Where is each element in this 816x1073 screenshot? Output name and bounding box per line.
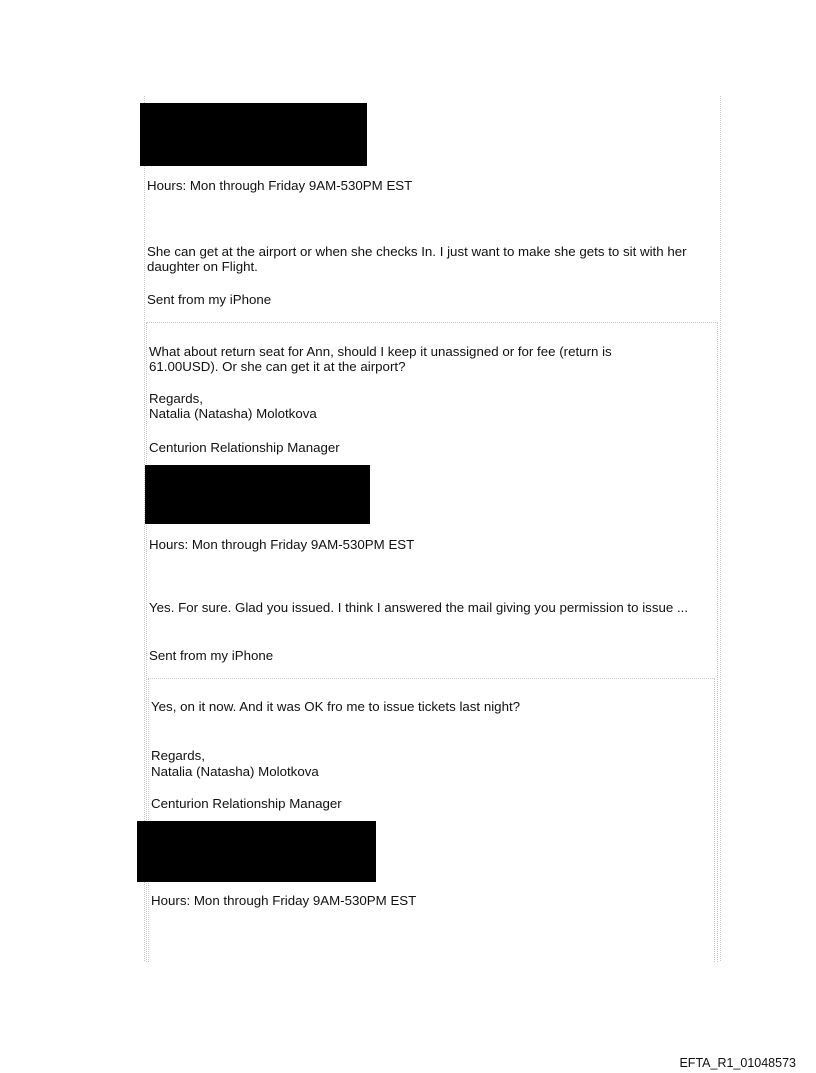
redaction-block-2 bbox=[145, 465, 370, 524]
quoted-message-box-2 bbox=[148, 678, 715, 962]
sent-from-2: Sent from my iPhone bbox=[149, 648, 274, 663]
quoted-2-hours: Hours: Mon through Friday 9AM-530PM EST bbox=[151, 893, 417, 908]
redaction-block-1 bbox=[140, 103, 367, 166]
message-2-body: Yes. For sure. Glad you issued. I think I answered the mail giving you permission to issue ... bbox=[149, 600, 689, 615]
redaction-block-3 bbox=[137, 821, 376, 882]
quoted-1-sender-name: Natalia (Natasha) Molotkova bbox=[149, 406, 317, 421]
quoted-1-hours: Hours: Mon through Friday 9AM-530PM EST bbox=[149, 537, 415, 552]
message-1-body: She can get at the airport or when she checks In. I just want to make she gets to sit with her daughter on Flight. bbox=[147, 244, 687, 274]
quoted-1-regards: Regards, bbox=[149, 391, 203, 406]
quoted-2-sender-title: Centurion Relationship Manager bbox=[151, 796, 342, 811]
hours-line-1: Hours: Mon through Friday 9AM-530PM EST bbox=[147, 178, 413, 193]
quoted-2-regards: Regards, bbox=[151, 748, 205, 763]
sent-from-1: Sent from my iPhone bbox=[147, 292, 272, 307]
quoted-1-sender-title: Centurion Relationship Manager bbox=[149, 440, 340, 455]
quoted-1-body: What about return seat for Ann, should I keep it unassigned or for fee (return is 61.00USD). Or she can get it at the airport? bbox=[149, 344, 612, 374]
quoted-2-sender-name: Natalia (Natasha) Molotkova bbox=[151, 764, 319, 779]
document-id: EFTA_R1_01048573 bbox=[679, 1056, 796, 1070]
quoted-2-body: Yes, on it now. And it was OK fro me to issue tickets last night? bbox=[151, 699, 521, 714]
